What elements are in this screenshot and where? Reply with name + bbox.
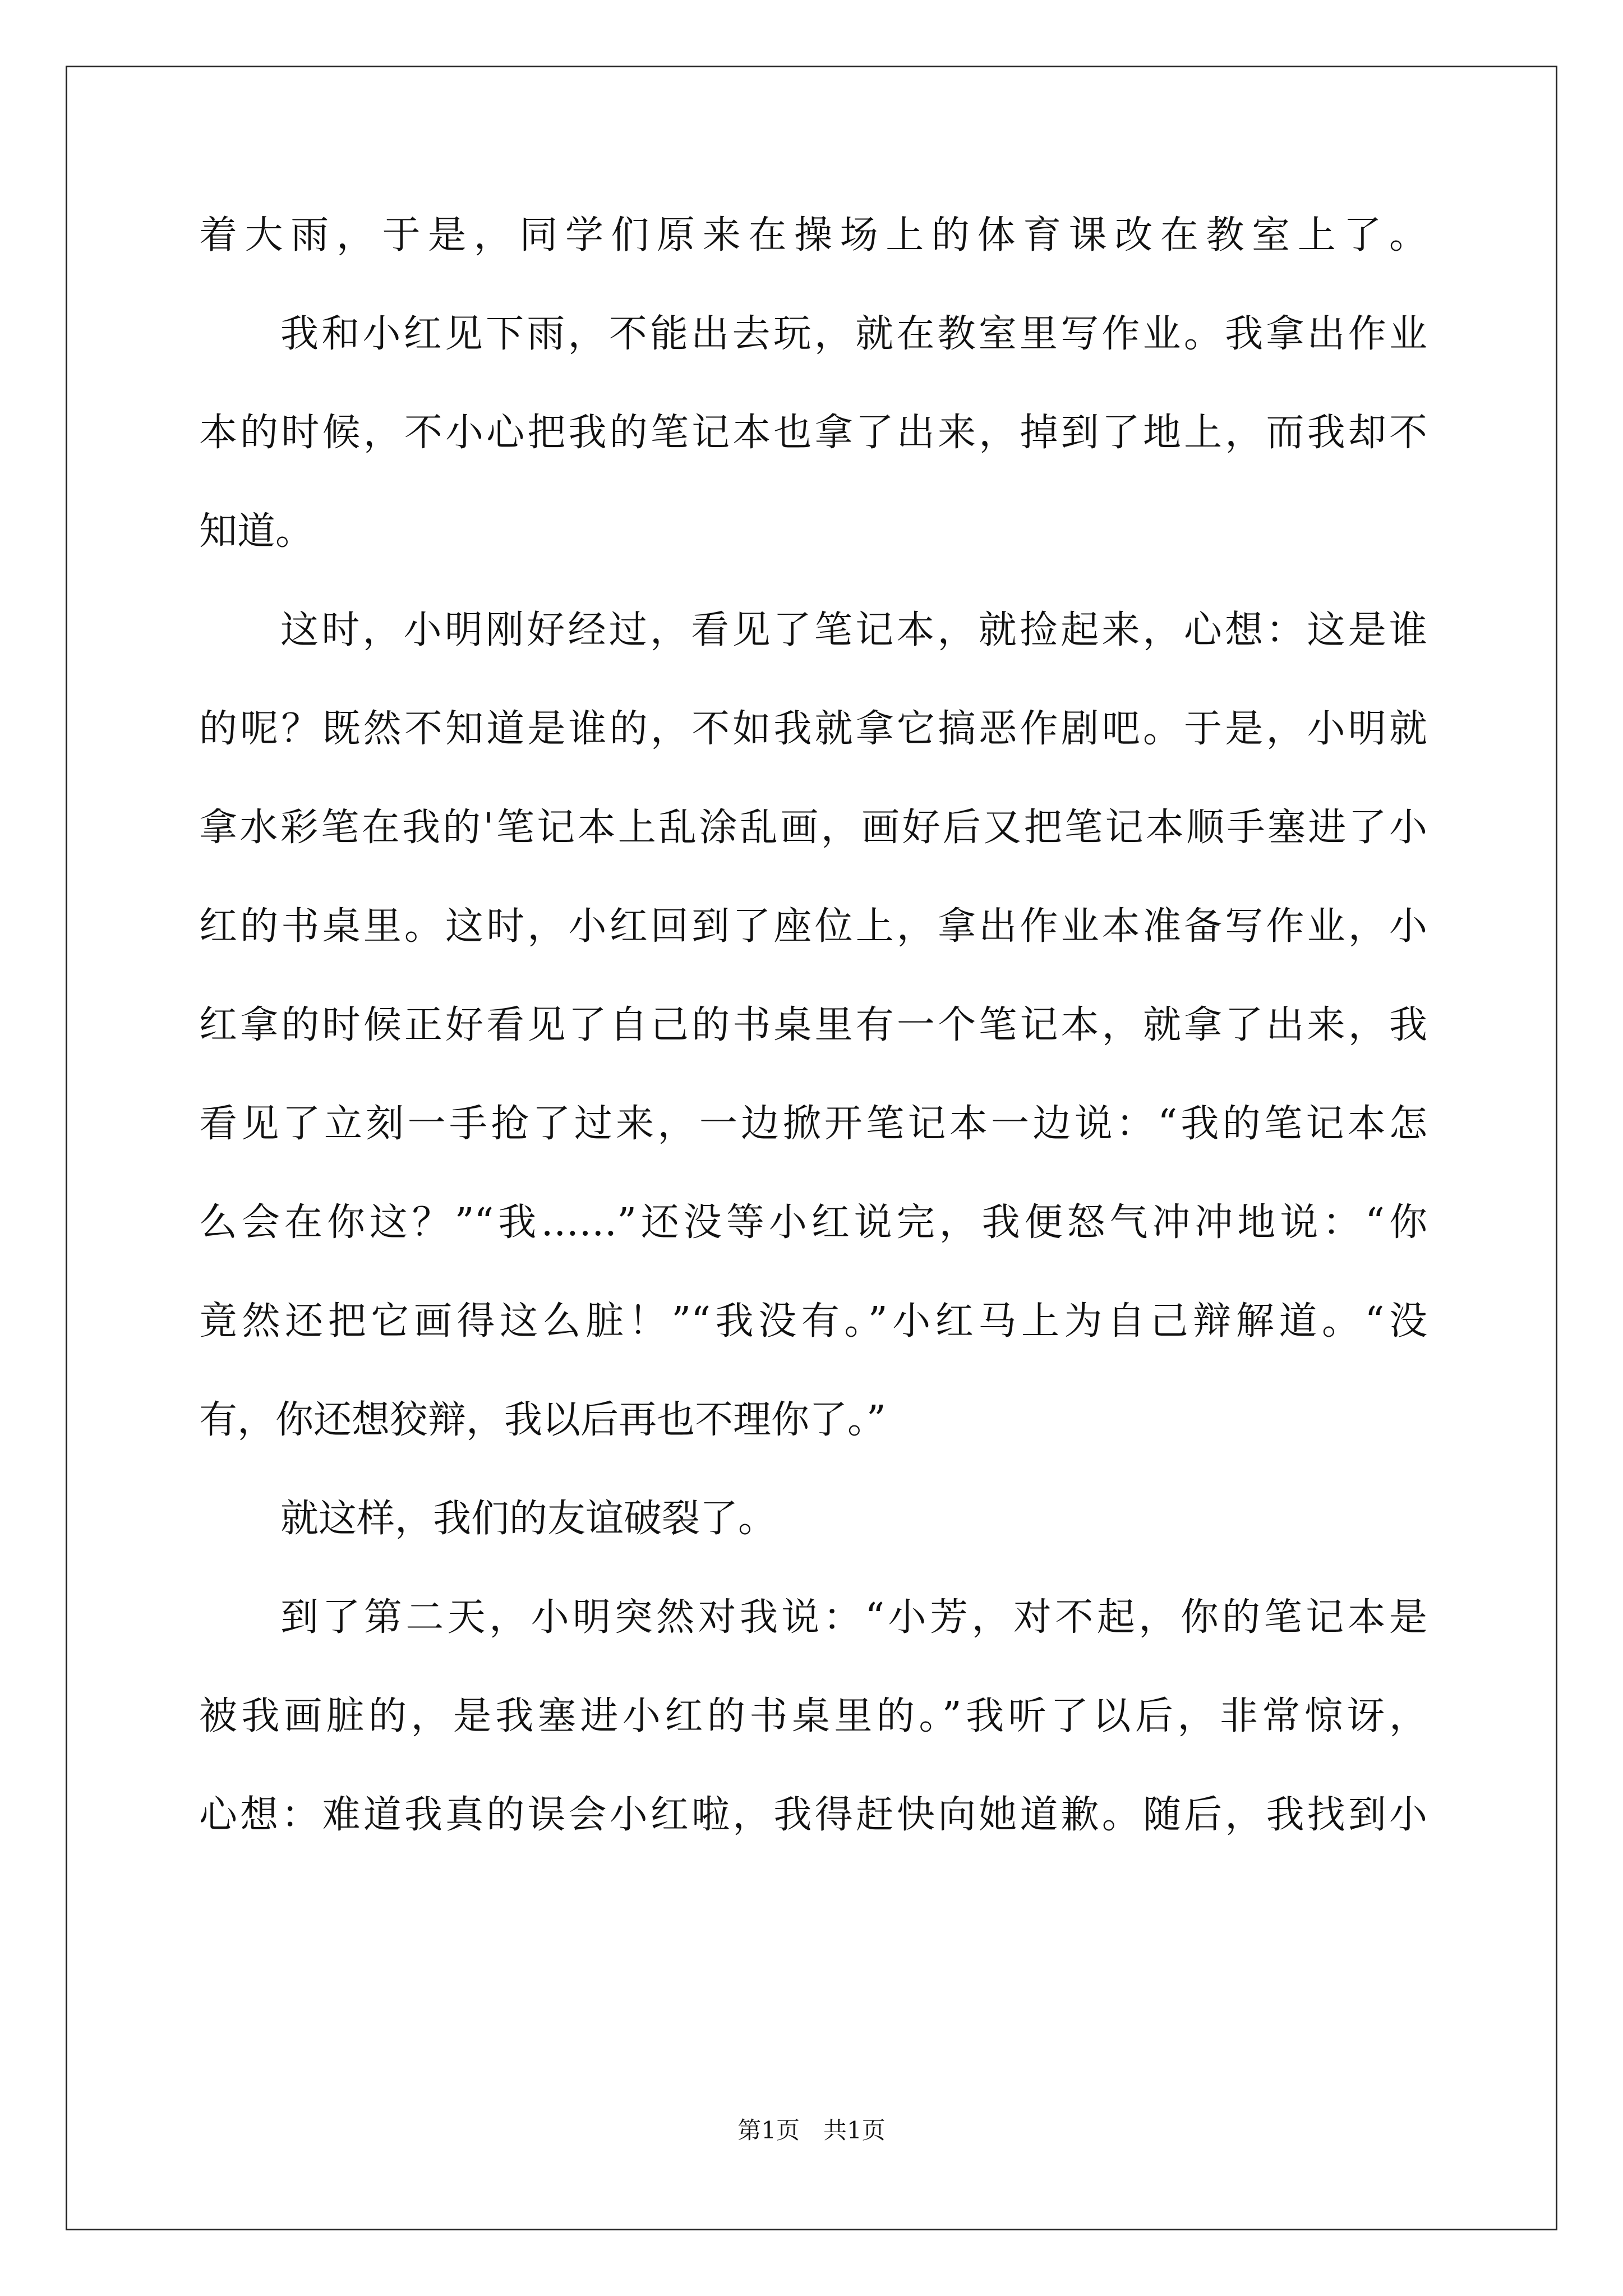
text-line: 看见了立刻一手抢了过来，一边掀开笔记本一边说：“我的笔记本怎 (199, 1102, 1427, 1146)
text-line: 本的时候，不小心把我的笔记本也拿了出来，掉到了地上，而我却不 (199, 411, 1427, 455)
text-line: 红的书桌里。这时，小红回到了座位上，拿出作业本准备写作业，小 (199, 904, 1427, 949)
text-line: 这时，小明刚好经过，看见了笔记本，就捡起来，心想：这是谁 (280, 608, 1427, 652)
text-line: 有，你还想狡辩，我以后再也不理你了。” (199, 1398, 886, 1442)
text-line: 拿水彩笔在我的'笔记本上乱涂乱画，画好后又把笔记本顺手塞进了小 (199, 806, 1427, 850)
document-body (199, 208, 1427, 1886)
text-line: 么会在你这？”“我……”还没等小红说完，我便怒气冲冲地说：“你 (199, 1200, 1427, 1245)
text-line: 到了第二天，小明突然对我说：“小芳，对不起，你的笔记本是 (280, 1595, 1427, 1640)
page-number-footer: 第1页 共1页 (737, 2116, 886, 2144)
text-line: 的呢？既然不知道是谁的，不如我就拿它搞恶作剧吧。于是，小明就 (199, 707, 1427, 751)
text-line: 知道。 (199, 509, 314, 554)
text-line: 心想：难道我真的误会小红啦，我得赶快向她道歉。随后，我找到小 (199, 1793, 1427, 1837)
text-line: 着大雨，于是，同学们原来在操场上的体育课改在教室上了。 (199, 213, 1427, 257)
text-line: 竟然还把它画得这么脏！”“我没有。”小红马上为自己辩解道。“没 (199, 1299, 1427, 1343)
text-line: 我和小红见下雨，不能出去玩，就在教室里写作业。我拿出作业 (280, 312, 1427, 356)
text-line: 就这样，我们的友谊破裂了。 (280, 1497, 777, 1541)
text-line: 红拿的时候正好看见了自己的书桌里有一个笔记本，就拿了出来，我 (199, 1003, 1427, 1047)
text-line: 被我画脏的，是我塞进小红的书桌里的。”我听了以后，非常惊讶， (199, 1694, 1427, 1738)
